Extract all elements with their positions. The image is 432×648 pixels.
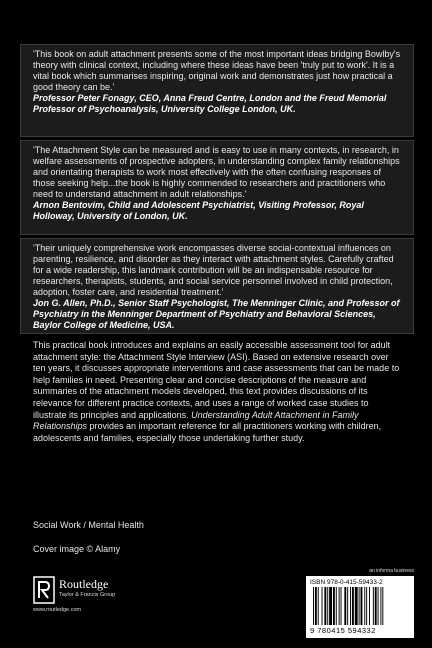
- barcode-bar: [341, 587, 342, 625]
- barcode-bar: [322, 587, 323, 625]
- quote-attribution: Jon G. Allen, Ph.D., Senior Staff Psychologist, The Menninger Clinic, and Professor of Psychiatry in the Menninger Department of Psychiatry and Behavioral Sciences, Baylor College of Medicine, USA.: [33, 298, 400, 330]
- barcode-bar: [324, 587, 326, 625]
- barcode-label: [306, 576, 414, 638]
- endorsement-quote-2: [20, 140, 414, 235]
- quote-text: 'The Attachment Style can be measured and is easy to use in many contexts, in research, in welfare assessments of prospective adopters, in understanding complex family relationships and orientating therapists to work most effectively with the often confusing responses of those seeking help...the book is highly commended to researchers and practitioners who need to understand attachment in adult relationships.': [33, 145, 400, 199]
- quote-text: 'Their uniquely comprehensive work encompasses diverse social-contextual influences on parenting, resilience, and disorder as they interact with attachment styles. Carefully crafted for a wide readership, this landmark contribution will be an indispensable resource for researchers, therapists, students, and social service personnel involved in child protection, adoption, foster care, and residential treatment.': [33, 243, 394, 297]
- barcode-bar: [373, 587, 374, 625]
- barcode-bar: [327, 587, 328, 625]
- quote-attribution: Professor Peter Fonagy, CEO, Anna Freud Centre, London and the Freud Memorial Professor of Psychoanalysis, University College London, UK.: [33, 93, 387, 114]
- barcode-bar: [364, 587, 365, 625]
- barcode-bar: [355, 587, 358, 625]
- barcode-bar: [369, 587, 370, 625]
- routledge-logo-icon: [33, 576, 55, 604]
- subject-category: Social Work / Mental Health: [33, 520, 144, 530]
- endorsement-quote-3: [20, 238, 414, 334]
- quote-text: 'This book on adult attachment presents some of the most important ideas bridging Bowlby's theory with clinical context, including where these ideas have been 'truly put to work'. It is a vital book which summarises inspiring, original work and demonstrates just how practical a good theory can be.': [33, 49, 401, 92]
- publisher-name: Routledge: [59, 577, 109, 591]
- barcode-bar: [318, 587, 319, 625]
- barcode-bar: [339, 587, 340, 625]
- informa-business-tag: an informa business: [369, 568, 414, 574]
- description-part-2: provides an important reference for all practitioners working with children, adolescents and families, especially those undertaking further study.: [33, 421, 382, 443]
- publisher-url: www.routledge.com: [33, 607, 81, 613]
- publisher-block: [33, 576, 183, 616]
- barcode-bar: [378, 587, 379, 625]
- barcode-bar: [333, 587, 335, 625]
- barcode-bar: [347, 587, 348, 625]
- barcode-area: [306, 568, 414, 638]
- barcode-bars: [312, 587, 408, 625]
- book-description: [33, 340, 403, 444]
- barcode-bar: [315, 587, 317, 625]
- barcode-bar: [366, 587, 367, 625]
- barcode-bar: [380, 587, 381, 625]
- barcode-number: 9 780415 594332: [310, 626, 376, 635]
- endorsement-quote-1: [20, 44, 414, 137]
- barcode-bar: [344, 587, 346, 625]
- publisher-group: Taylor & Francis Group: [59, 592, 116, 598]
- barcode-bar: [336, 587, 337, 625]
- isbn-text: ISBN 978-0-415-59433-2: [310, 579, 383, 586]
- barcode-bar: [359, 587, 360, 625]
- barcode-bar: [375, 587, 377, 625]
- description-part-1: This practical book introduces and explains an easily accessible assessment tool for adult attachment style: the Attachment Style Interview (ASI). Based on extensive research over ten years, it discusses appropriate interventions and case assessments that can be made to help families in need. Presenting clear and concise descriptions of the measure and summaries of the attachment models developed, this text provides discussions of its relevance for different practice contexts, and uses a range of worked case studies to illustrate its principles and applications.: [33, 340, 400, 420]
- barcode-bar: [313, 587, 314, 625]
- barcode-bar: [382, 587, 383, 625]
- barcode-bar: [329, 587, 332, 625]
- book-title-italic: Understanding Adult Attachment in Family Relationships: [33, 409, 359, 432]
- quote-attribution: Arnon Bentovim, Child and Adolescent Psychiatrist, Visiting Professor, Royal Holloway, University of London, UK.: [33, 200, 364, 221]
- barcode-bar: [350, 587, 351, 625]
- barcode-bar: [361, 587, 363, 625]
- barcode-bar: [352, 587, 354, 625]
- cover-image-credit: Cover image © Alamy: [33, 544, 121, 554]
